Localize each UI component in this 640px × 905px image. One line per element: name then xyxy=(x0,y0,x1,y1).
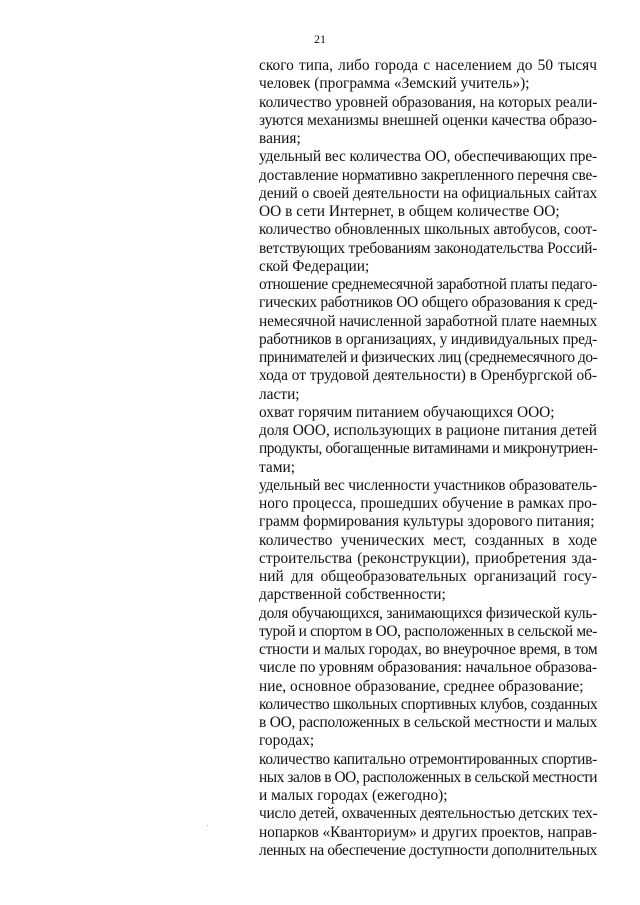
paragraph xyxy=(259,532,597,605)
text-line: дений о своей деятельности на официальных сайтах xyxy=(259,184,598,202)
text-line: и малых городах (ежегодно); xyxy=(259,787,448,804)
text-line: человек (программа «Земский учитель»); xyxy=(259,75,530,93)
text-line: тами; xyxy=(259,458,295,476)
text-line: продукты, обогащенные витаминами и микронутриен- xyxy=(259,440,598,458)
paragraph xyxy=(259,696,597,751)
text-line: охват горячим питанием обучающихся ООО; xyxy=(259,403,555,421)
text-line: ных залов в ОО, расположенных в сельской местности xyxy=(259,768,597,786)
text-line: городах; xyxy=(259,732,315,750)
text-line: гических работников ОО общего образования к сред- xyxy=(259,294,598,312)
text-line: ской Федерации; xyxy=(259,257,370,275)
text-line: количество капитально отремонтированных спортив- xyxy=(259,750,597,768)
text-line: строительства (реконструкции), приобретения зда- xyxy=(259,549,597,567)
paragraph xyxy=(259,57,597,94)
document-body xyxy=(259,57,597,860)
text-line: ского типа, либо города с населением до 50 тысяч xyxy=(259,57,597,74)
paragraph xyxy=(259,477,597,532)
paragraph xyxy=(259,221,597,276)
text-line: зуются механизмы внешней оценки качества образо- xyxy=(259,111,597,129)
text-line: ласти; xyxy=(259,385,300,403)
paragraph xyxy=(259,148,597,221)
page-number: 21 xyxy=(314,32,326,46)
text-line: работников в организациях, у индивидуальных пред- xyxy=(259,330,597,348)
text-line: в ОО, расположенных в сельской местности и малых xyxy=(259,714,597,731)
text-line: хода от трудовой деятельности) в Оренбургской об- xyxy=(259,367,597,385)
text-line: количество школьных спортивных клубов, созданных xyxy=(259,695,598,713)
text-line: удельный вес количества ОО, обеспечивающих пре- xyxy=(259,148,598,166)
paragraph xyxy=(259,422,597,477)
scan-speck xyxy=(207,825,208,826)
text-line: немесячной начисленной заработной плате наемных xyxy=(259,312,597,330)
paragraph xyxy=(259,751,597,806)
text-line: принимателей и физических лиц (среднемесячного до- xyxy=(259,349,598,366)
text-line: ний для общеобразовательных организаций госу- xyxy=(259,568,597,585)
text-line: количество обновленных школьных автобусов, соот- xyxy=(259,221,597,239)
text-line: количество уровней образования, на которых реали- xyxy=(259,93,598,111)
text-line: удельный вес численности участников образователь- xyxy=(259,476,597,494)
text-line: нопарков «Кванториум» и других проектов, направ- xyxy=(259,823,597,841)
text-line: количество ученических мест, созданных в ходе xyxy=(259,531,597,549)
text-line: ние, основное образование, среднее образование; xyxy=(259,677,584,695)
text-line: турой и спортом в ОО, расположенных в сельской ме- xyxy=(259,622,597,640)
text-line: доля обучающихся, занимающихся физической куль- xyxy=(259,604,597,622)
text-line: числе по уровням образования: начальное образова- xyxy=(259,659,597,677)
text-line: ветствующих требованиям законодательства Россий- xyxy=(259,239,598,257)
text-line: отношение среднемесячной заработной платы педаго- xyxy=(259,276,597,293)
text-line: вания; xyxy=(259,130,301,147)
text-line: ленных на обеспечение доступности дополнительных xyxy=(259,841,597,859)
paragraph xyxy=(259,276,597,404)
text-line: дарственной собственности; xyxy=(259,586,446,604)
paragraph xyxy=(259,94,597,149)
text-line: доля ООО, использующих в рационе питания детей xyxy=(259,422,597,439)
text-line: число детей, охваченных деятельностью детских тех- xyxy=(259,805,598,823)
text-line: грамм формирования культуры здорового питания; xyxy=(259,513,595,531)
paragraph xyxy=(259,605,597,696)
text-line: стности и малых городах, во внеурочное время, в том xyxy=(259,641,598,658)
text-line: доставление нормативно закрепленного перечня све- xyxy=(259,166,598,184)
paragraph xyxy=(259,805,597,860)
text-line: ного процесса, прошедших обучение в рамках про- xyxy=(259,495,597,512)
text-line: ОО в сети Интернет, в общем количестве ОО; xyxy=(259,203,560,220)
paragraph xyxy=(259,404,597,422)
